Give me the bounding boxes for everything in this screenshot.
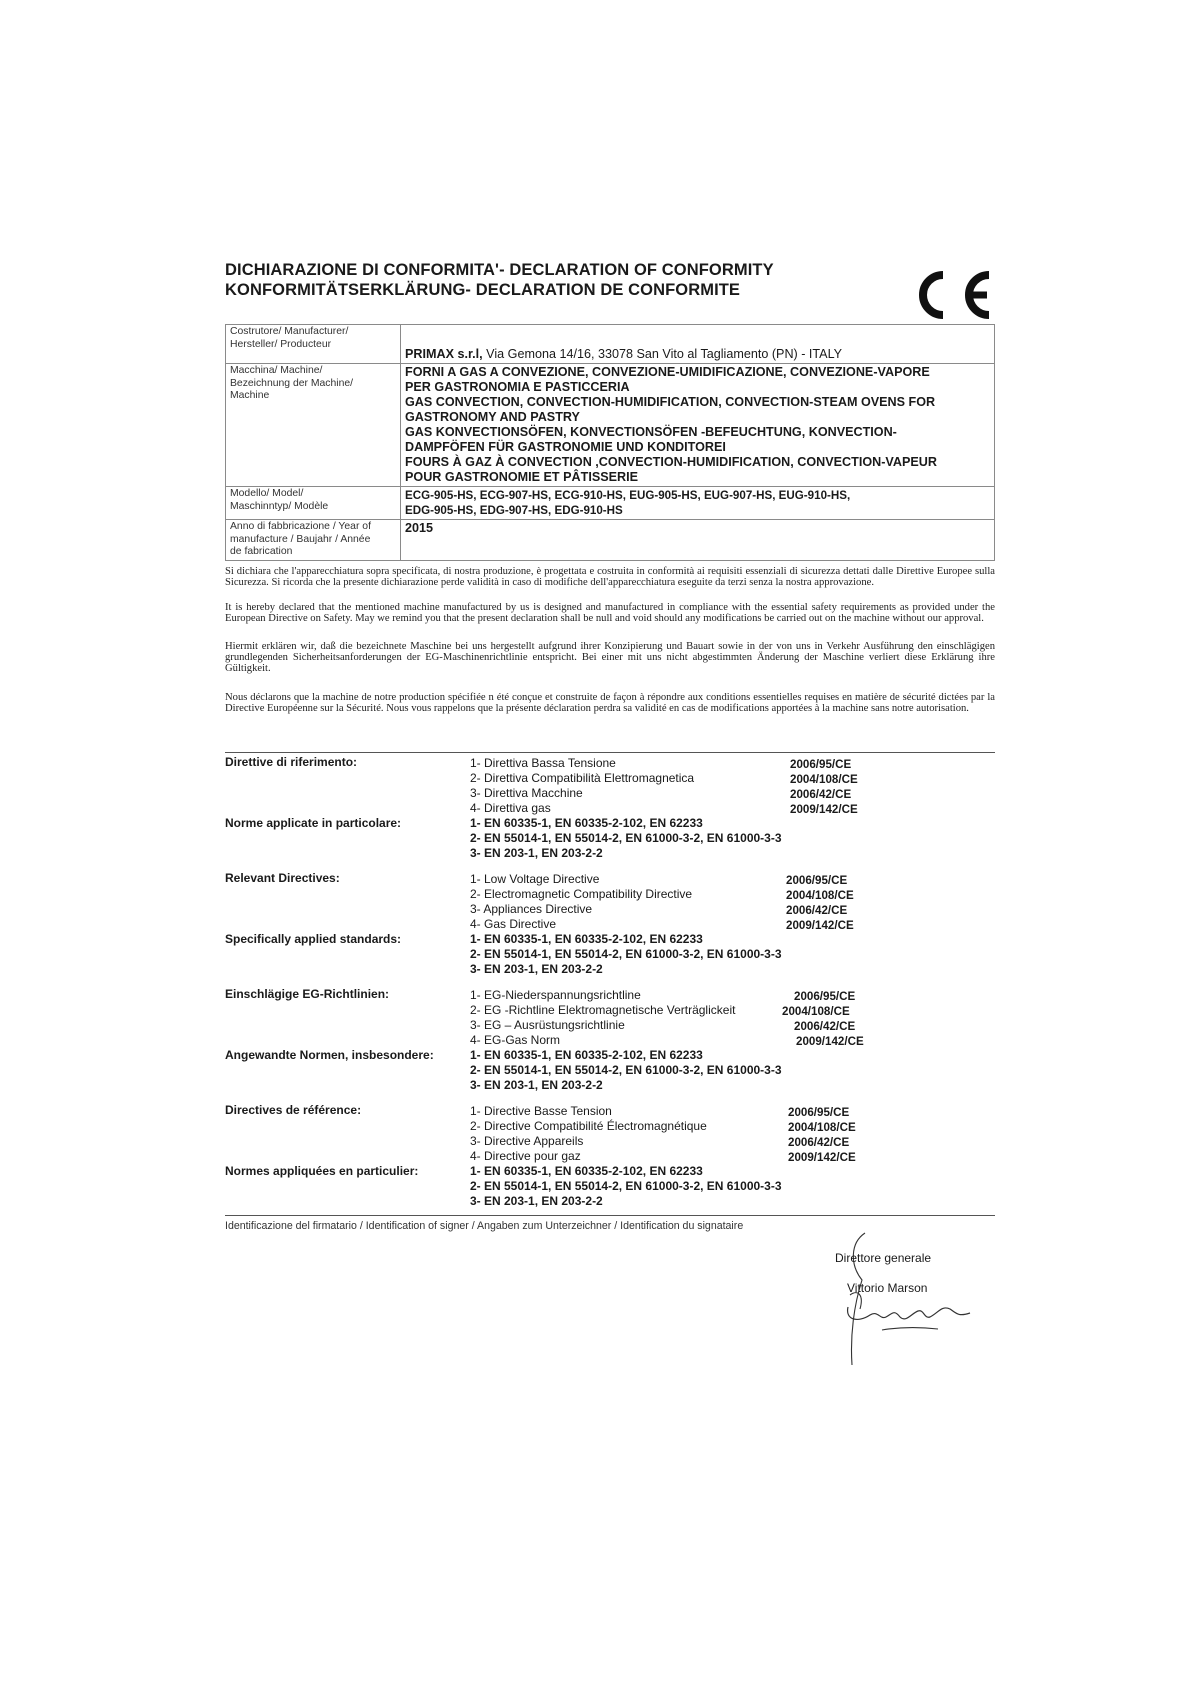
- title-line-2: KONFORMITÄTSERKLÄRUNG- DECLARATION DE CONFORMITE: [225, 281, 741, 299]
- standard-item: 1- EN 60335-1, EN 60335-2-102, EN 62233: [470, 932, 703, 946]
- directives-label-en: Relevant Directives:: [225, 871, 340, 885]
- directive-item: 2- Directive Compatibilité Électromagnétique: [470, 1119, 707, 1133]
- directive-item: 3- Appliances Directive: [470, 902, 593, 916]
- machine-row: [226, 364, 995, 487]
- directive-item: 3- Direttiva Macchine: [470, 786, 583, 800]
- standard-item: 3- EN 203-1, EN 203-2-2: [470, 846, 603, 860]
- model-row: [226, 487, 995, 520]
- manufacturer-name: PRIMAX s.r.l,: [405, 347, 483, 361]
- signer-name: Vittorio Marson: [847, 1281, 928, 1295]
- directive-code: 2004/108/CE: [788, 1121, 856, 1134]
- directive-codes-fr: [788, 1105, 856, 1165]
- machine-line: FORNI A GAS A CONVEZIONE, CONVEZIONE-UMIDIFICAZIONE, CONVEZIONE-VAPORE: [405, 365, 930, 379]
- manufacturer-value: [401, 325, 995, 364]
- standards-list-de: [470, 1048, 782, 1093]
- machine-line: DAMPFÖFEN FÜR GASTRONOMIE UND KONDITOREI: [405, 440, 726, 454]
- directive-code: 2006/42/CE: [790, 788, 852, 801]
- year-value: 2015: [401, 520, 995, 561]
- signer-divider: [225, 1215, 995, 1216]
- directive-item: 3- EG – Ausrüstungsrichtlinie: [470, 1018, 625, 1032]
- directive-code: 2006/42/CE: [794, 1020, 856, 1033]
- statement-english: It is hereby declared that the mentioned machine manufactured by us is designed and manufactured in compliance with the essential safety requirements as provided under the European Directive on Safety. May we remind you that the present declaration shall be null and void should any modifications be carried out on the machine without our approval.: [225, 601, 995, 625]
- directive-codes-en: [786, 873, 854, 933]
- standard-item: 3- EN 203-1, EN 203-2-2: [470, 1194, 603, 1208]
- directives-label-fr: Directives de référence:: [225, 1103, 362, 1117]
- year-label: Anno di fabbricazione / Year of manufacture / Baujahr / Année de fabrication: [226, 520, 401, 561]
- directive-code: 2009/142/CE: [788, 1151, 856, 1164]
- directive-item: 3- Directive Appareils: [470, 1134, 584, 1148]
- directive-item: 4- Direttiva gas: [470, 801, 551, 815]
- directives-label-it: Direttive di riferimento:: [225, 755, 358, 769]
- standards-list-fr: [470, 1164, 782, 1209]
- signer-identification: Identificazione del firmatario / Identification of signer / Angaben zum Unterzeichner / Identification du signataire: [225, 1220, 744, 1232]
- directive-code: 2004/108/CE: [782, 1005, 850, 1018]
- directive-codes-de: [782, 989, 864, 1049]
- directive-item: 4- EG-Gas Norm: [470, 1033, 561, 1047]
- directive-code: 2006/95/CE: [794, 990, 856, 1003]
- directives-list-it: [470, 756, 694, 816]
- machine-description: [401, 364, 995, 487]
- directive-code: 2006/95/CE: [790, 758, 852, 771]
- standards-label-en: Specifically applied standards:: [225, 932, 402, 946]
- standards-list-it: [470, 816, 782, 861]
- directive-code: 2009/142/CE: [796, 1035, 864, 1048]
- year-row: [226, 520, 995, 561]
- standard-item: 2- EN 55014-1, EN 55014-2, EN 61000-3-2, EN 61000-3-3: [470, 1063, 782, 1077]
- directives-label-de: Einschlägige EG-Richtlinien:: [225, 987, 390, 1001]
- directive-code: 2006/95/CE: [788, 1106, 850, 1119]
- section-divider: [225, 752, 995, 753]
- directive-code: 2006/42/CE: [788, 1136, 850, 1149]
- directive-code: 2004/108/CE: [790, 773, 858, 786]
- model-value: ECG-905-HS, ECG-907-HS, ECG-910-HS, EUG-905-HS, EUG-907-HS, EUG-910-HS, EDG-905-HS, EDG-907-HS, EDG-910-HS: [401, 487, 995, 520]
- directive-item: 4- Gas Directive: [470, 917, 557, 931]
- standards-label-it: Norme applicate in particolare:: [225, 816, 402, 830]
- manufacturer-address: Via Gemona 14/16, 33078 San Vito al Tagliamento (PN) - ITALY: [482, 347, 843, 361]
- standard-item: 2- EN 55014-1, EN 55014-2, EN 61000-3-2, EN 61000-3-3: [470, 947, 782, 961]
- signer-title: Direttore generale: [835, 1251, 932, 1265]
- machine-label: Macchina/ Machine/ Bezeichnung der Machine/ Machine: [226, 364, 401, 487]
- directives-list-de: [470, 988, 735, 1048]
- standards-label-de: Angewandte Normen, insbesondere:: [225, 1048, 434, 1062]
- standard-item: 2- EN 55014-1, EN 55014-2, EN 61000-3-2, EN 61000-3-3: [470, 1179, 782, 1193]
- document-title: [225, 260, 845, 300]
- directive-code: 2004/108/CE: [786, 889, 854, 902]
- directive-item: 4- Directive pour gaz: [470, 1149, 581, 1163]
- directive-code: 2006/95/CE: [786, 874, 848, 887]
- machine-line: GAS CONVECTION, CONVECTION-HUMIDIFICATION, CONVECTION-STEAM OVENS FOR: [405, 395, 936, 409]
- directive-code: 2006/42/CE: [786, 904, 848, 917]
- machine-line: FOURS À GAZ À CONVECTION ,CONVECTION-HUMIDIFICATION, CONVECTION-VAPEUR: [405, 455, 937, 469]
- title-line-1: DICHIARAZIONE DI CONFORMITA'- DECLARATION OF CONFORMITY: [225, 261, 774, 279]
- statement-german: Hiermit erklären wir, daß die bezeichnete Maschine bei uns hergestellt aufgrund ihrer Konzipierung und Bauart sowie in der von uns in Verkehr Ausführung den einschlägigen grundlegenden Sicherheitsanforderungen der EG-Maschinenrichtlinie entspricht. Bei einer mit uns nicht abgestimmten Änderung der Maschine verliert diese Erklärung ihre Gültigkeit.: [225, 640, 995, 675]
- manufacturer-row: [226, 325, 995, 364]
- ce-mark-logo: [905, 265, 995, 325]
- directives-list-fr: [470, 1104, 707, 1164]
- statement-french: Nous déclarons que la machine de notre production spécifiée n été conçue et construite de façon à répondre aux conditions essentielles requises en matière de sécurité dictées par la Directive Européenne sur la Sécurité. Nous vous rappelons que la présente déclaration perdra sa validité en cas de modifications apportées à la machine sans notre autorisation.: [225, 691, 995, 715]
- directive-item: 2- Direttiva Compatibilità Elettromagnetica: [470, 771, 695, 785]
- directive-code: 2009/142/CE: [786, 919, 854, 932]
- machine-line: POUR GASTRONOMIE ET PÂTISSERIE: [405, 470, 639, 484]
- standard-item: 1- EN 60335-1, EN 60335-2-102, EN 62233: [470, 1164, 703, 1178]
- machine-line: PER GASTRONOMIA E PASTICCERIA: [405, 380, 630, 394]
- standard-item: 3- EN 203-1, EN 203-2-2: [470, 962, 603, 976]
- directive-item: 2- EG -Richtline Elektromagnetische Verträglickeit: [470, 1003, 736, 1017]
- statement-italian: Si dichiara che l'apparecchiatura sopra specificata, di nostra produzione, è progettata e costruita in conformità ai requisiti essenziali di sicurezza dettati dalle Direttive Europee sulla Sicurezza. Si ricorda che la presente dichiarazione perde validità in caso di modifiche dell'apparecchiatura eseguite da terzi senza la nostra approvazione.: [225, 566, 995, 589]
- machine-line: GASTRONOMY AND PASTRY: [405, 410, 580, 424]
- manufacturer-label: Costrutore/ Manufacturer/ Hersteller/ Producteur: [226, 325, 401, 364]
- machine-line: GAS KONVECTIONSÖFEN, KONVECTIONSÖFEN -BEFEUCHTUNG, KONVECTION-: [405, 425, 897, 439]
- directive-item: 1- Directive Basse Tension: [470, 1104, 612, 1118]
- standard-item: 3- EN 203-1, EN 203-2-2: [470, 1078, 603, 1092]
- model-label: Modello/ Model/ Maschinntyp/ Modèle: [226, 487, 401, 520]
- directive-item: 1- Low Voltage Directive: [470, 872, 600, 886]
- directive-item: 1- Direttiva Bassa Tensione: [470, 756, 616, 770]
- conformity-statements: [225, 566, 995, 728]
- product-info-table: [225, 324, 995, 561]
- directive-code: 2009/142/CE: [790, 803, 858, 816]
- standard-item: 2- EN 55014-1, EN 55014-2, EN 61000-3-2, EN 61000-3-3: [470, 831, 782, 845]
- standards-label-fr: Normes appliquées en particulier:: [225, 1164, 419, 1178]
- standard-item: 1- EN 60335-1, EN 60335-2-102, EN 62233: [470, 816, 703, 830]
- standards-list-en: [470, 932, 782, 977]
- standard-item: 1- EN 60335-1, EN 60335-2-102, EN 62233: [470, 1048, 703, 1062]
- directive-codes-it: [790, 757, 858, 817]
- directive-item: 1- EG-Niederspannungsrichtline: [470, 988, 641, 1002]
- handwritten-signature: [820, 1225, 995, 1370]
- directives-list-en: [470, 872, 692, 932]
- directive-item: 2- Electromagnetic Compatibility Directive: [470, 887, 693, 901]
